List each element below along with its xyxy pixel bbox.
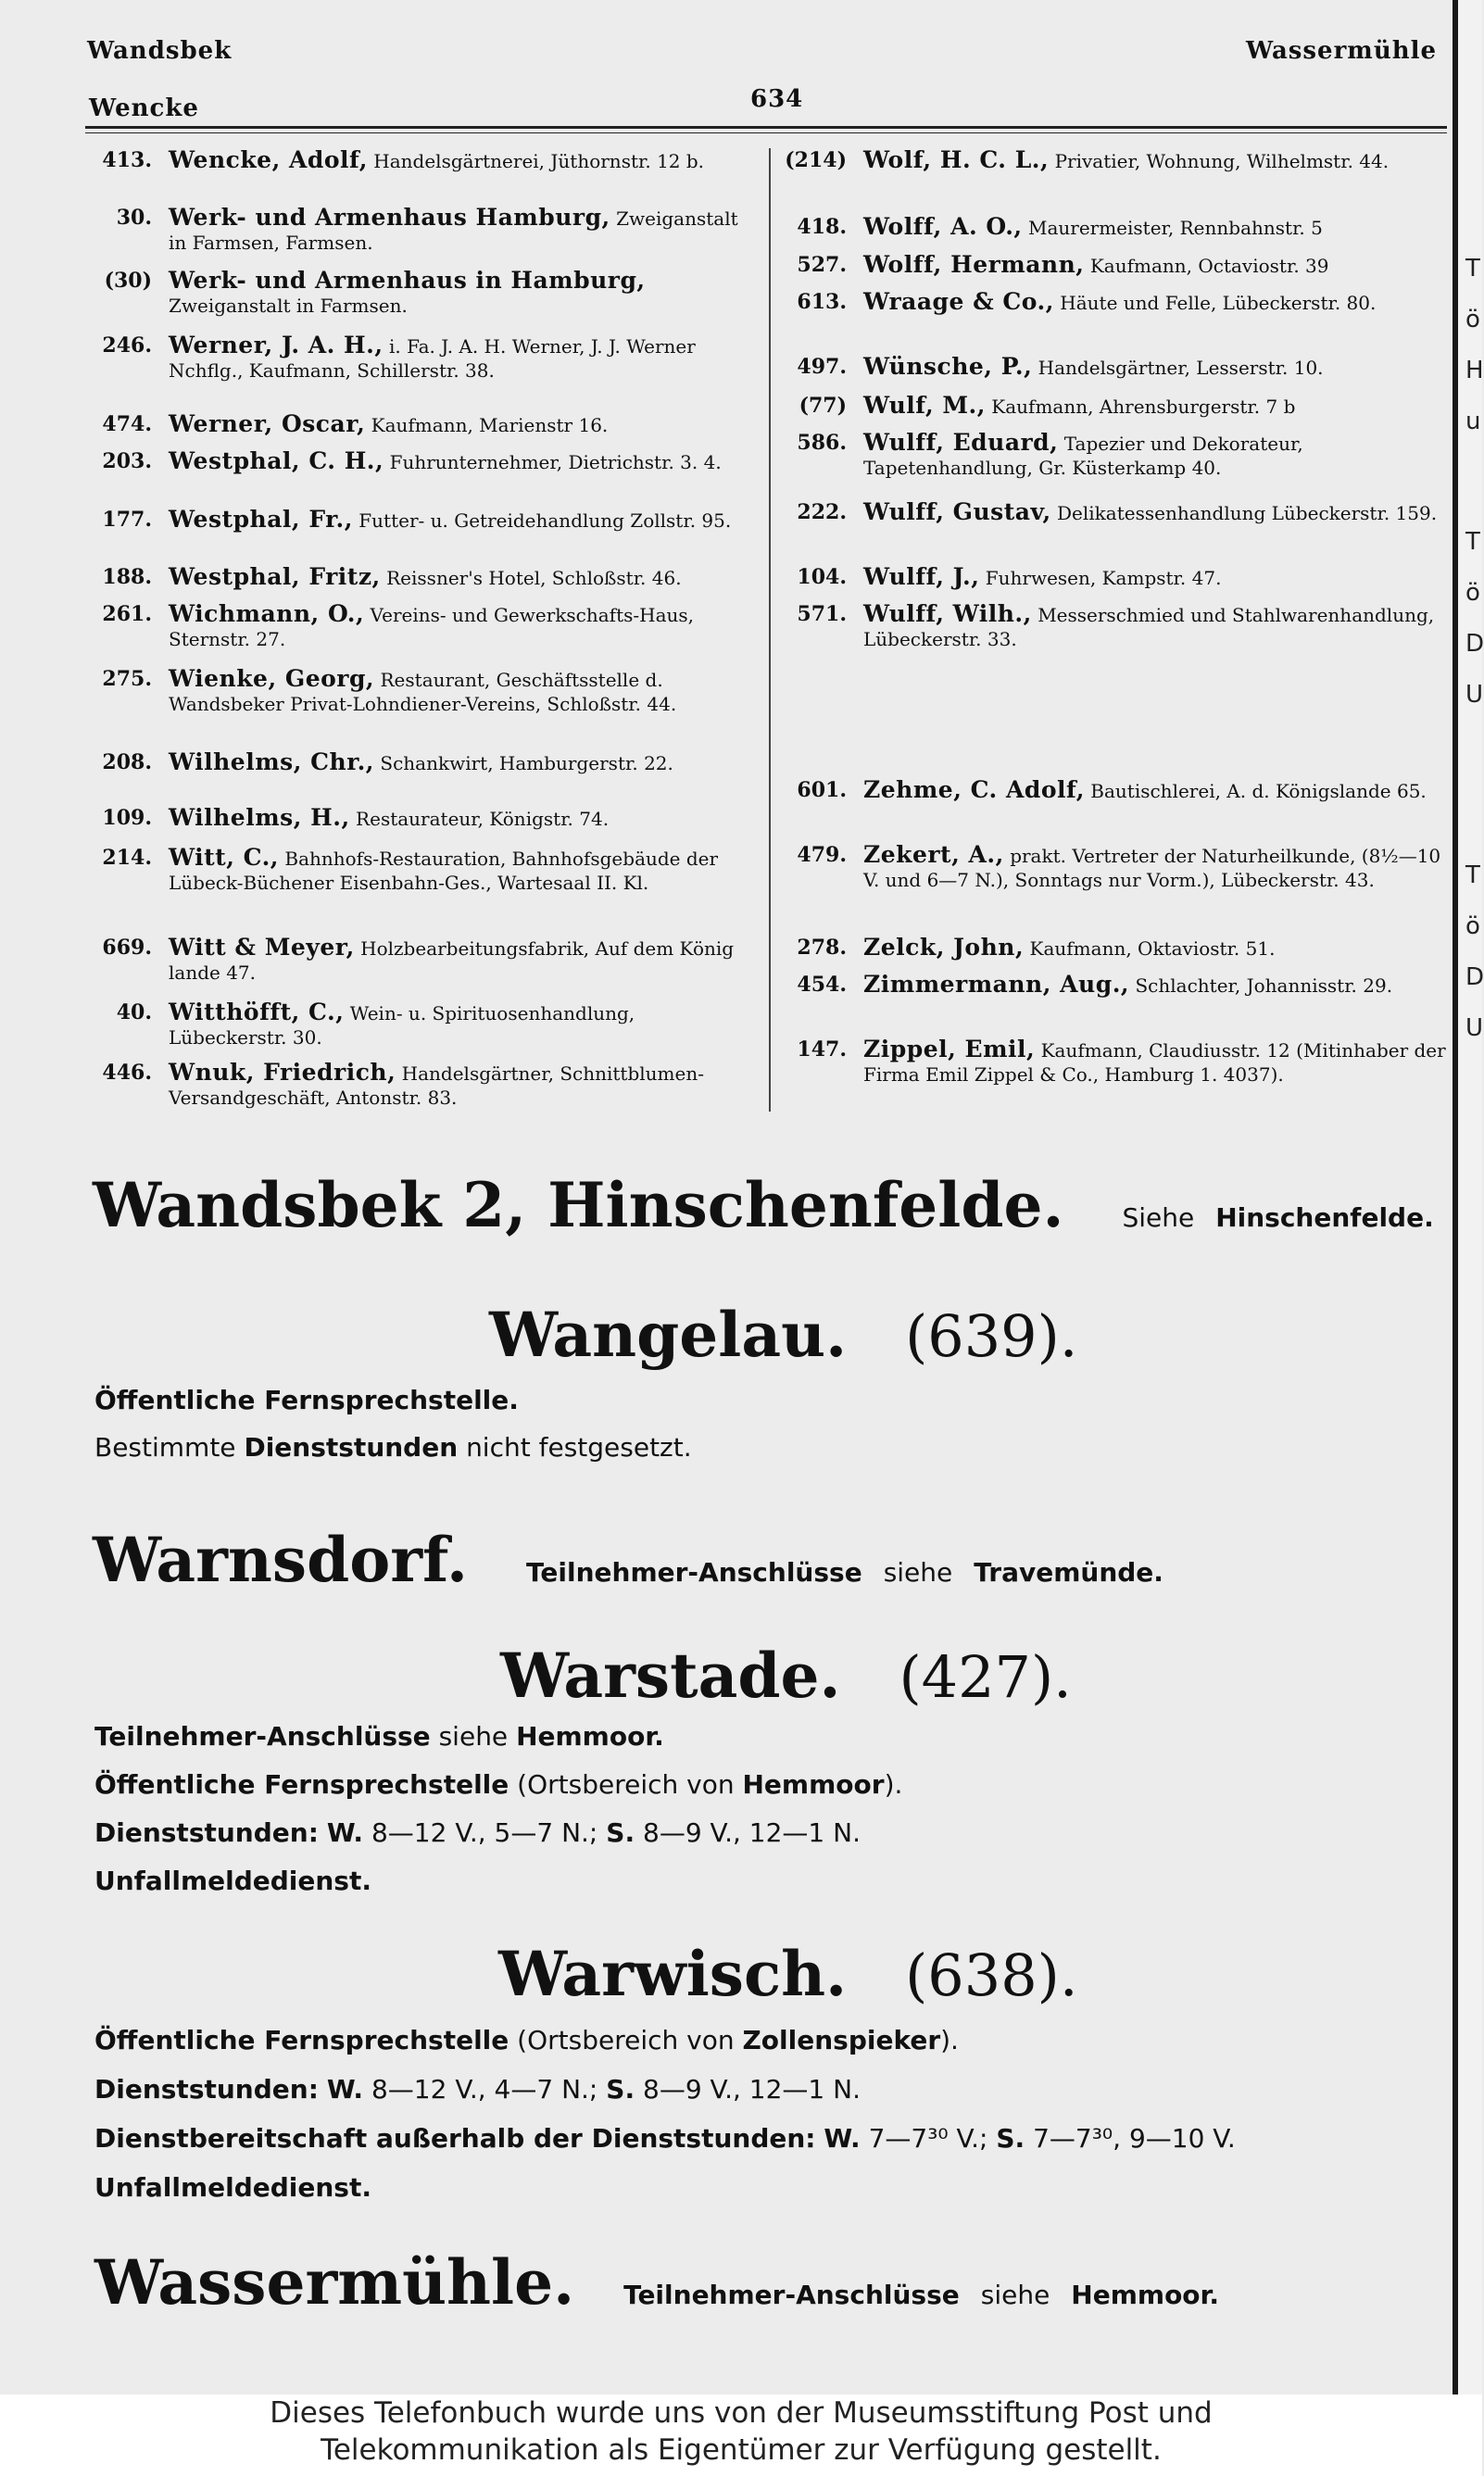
running-head-left-bottom: Wencke (89, 94, 199, 122)
subscriber-number: 30. (116, 206, 152, 230)
section-code: (639). (905, 1302, 1078, 1370)
subscriber-name: Wencke, Adolf, (169, 146, 368, 173)
column-separator (769, 148, 771, 1112)
footer-line-2: Telekommunikation als Eigentümer zur Verfügung gestellt. (321, 2433, 1162, 2467)
entry-text (169, 508, 731, 533)
directory-entry (85, 508, 757, 533)
section-title: Wandsbek 2, Hinschenfelde. (93, 1169, 1064, 1241)
subscriber-number: 446. (102, 1061, 152, 1085)
subscriber-number: (30) (104, 269, 152, 293)
section-title: Wangelau. (489, 1299, 848, 1371)
subscriber-number: 278. (797, 936, 847, 960)
subscriber-details: Wein- u. Spirituosenhandlung, Lübeckerstr. 30. (169, 1002, 635, 1049)
subscriber-number: 208. (102, 750, 152, 774)
subscriber-name: Wilhelms, Chr., (169, 748, 375, 775)
subscriber-name: Wraage & Co., (863, 288, 1054, 315)
section-siehe: Siehe (1122, 1202, 1195, 1233)
entry-text (863, 602, 1447, 651)
subscriber-number: 418. (797, 215, 847, 239)
subscriber-details: Vereins- und Gewerkschafts-Haus, Sternstr. 27. (169, 604, 694, 650)
subscriber-name: Wulf, M., (863, 392, 986, 419)
subscriber-details: Futter- u. Getreidehandlung Zollstr. 95. (358, 509, 732, 532)
warwisch-line-1: Öffentliche Fernsprechstelle (Ortsbereich von Zollenspieker). (94, 2025, 959, 2055)
subscriber-details: Restaurant, Geschäftsstelle d. Wandsbeker Privat-Lohndiener-Vereins, Schloßstr. 44. (169, 669, 677, 715)
entry-text (863, 565, 1221, 590)
entry-text (169, 269, 757, 318)
subscriber-number: 571. (797, 602, 847, 626)
subscriber-number: 497. (797, 355, 847, 379)
gutter-letter: U (1465, 1014, 1484, 1042)
gutter-letter: ö (1465, 912, 1480, 940)
entry-text (863, 148, 1389, 173)
subscriber-details: Fuhrunternehmer, Dietrichstr. 3. 4. (389, 451, 722, 473)
directory-entry (780, 936, 1447, 961)
subscriber-name: Werk- und Armenhaus Hamburg, (169, 204, 610, 231)
subscriber-details: Kaufmann, Octaviostr. 39 (1089, 255, 1329, 277)
subscriber-name: Witt & Meyer, (169, 934, 355, 961)
entry-text (169, 846, 757, 895)
gutter-letter: T (1465, 861, 1480, 889)
subscriber-details: Handelsgärtner, Lesserstr. 10. (1038, 357, 1324, 379)
entry-text (169, 667, 757, 716)
subscriber-name: Wolf, H. C. L., (863, 146, 1050, 173)
subscriber-details: Messerschmied und Stahlwarenhandlung, Lübeckerstr. 33. (863, 604, 1435, 650)
subscriber-details: Restaurateur, Königstr. 74. (356, 808, 610, 830)
gutter-letter: T (1465, 255, 1480, 283)
subscriber-number: 527. (797, 253, 847, 277)
subscriber-name: Wulff, Gustav, (863, 498, 1051, 525)
subscriber-details: Zweiganstalt in Farmsen, Farmsen. (169, 207, 738, 254)
directory-entry (85, 936, 757, 985)
directory-entry (85, 148, 757, 173)
subscriber-details: Bautischlerei, A. d. Königslande 65. (1090, 780, 1427, 802)
directory-entry (780, 215, 1447, 240)
subscriber-details: Handelsgärtner, Schnittblumen-Versandgeschäft, Antonstr. 83. (169, 1062, 704, 1109)
directory-entry (780, 148, 1447, 173)
entry-text (169, 449, 722, 474)
directory-entry (780, 602, 1447, 651)
subscriber-name: Wulff, Eduard, (863, 429, 1059, 456)
subscriber-details: Privatier, Wohnung, Wilhelmstr. 44. (1054, 150, 1390, 172)
subscriber-name: Wulff, Wilh., (863, 600, 1032, 627)
entry-text (863, 1037, 1447, 1087)
warstade-line-3: Dienststunden: W. 8—12 V., 5—7 N.; S. 8—9 V., 12—1 N. (94, 1817, 861, 1848)
subscriber-name: Zelck, John, (863, 934, 1025, 961)
subscriber-number: 188. (102, 565, 152, 589)
subscriber-number: 669. (102, 936, 152, 960)
section-warnsdorf: Warnsdorf. Teilnehmer-Anschlüsse siehe Travemünde. (93, 1524, 1163, 1596)
warwisch-line-2: Dienststunden: W. 8—12 V., 4—7 N.; S. 8—9 V., 12—1 N. (94, 2074, 861, 2105)
subscriber-details: Maurermeister, Rennbahnstr. 5 (1027, 217, 1323, 239)
subscriber-name: Westphal, Fritz, (169, 563, 381, 590)
subscriber-number: 586. (797, 431, 847, 455)
subscriber-number: 40. (116, 1000, 152, 1024)
entry-text (863, 936, 1275, 961)
subscriber-name: Werk- und Armenhaus in Hamburg, (169, 267, 646, 294)
page-gutter (1453, 0, 1482, 2394)
entry-text (169, 750, 673, 775)
subscriber-details: Kaufmann, Marienstr 16. (371, 414, 609, 436)
directory-entry (780, 431, 1447, 480)
subscriber-details: Bahnhofs-Restauration, Bahnhofsgebäude der Lübeck-Büchener Eisenbahn-Ges., Wartesaal II. Kl. (169, 848, 719, 894)
section-code: (427). (899, 1643, 1072, 1711)
subscriber-number: 109. (102, 806, 152, 830)
subscriber-number: 203. (102, 449, 152, 473)
entry-text (169, 1000, 757, 1049)
subscriber-name: Wolff, Hermann, (863, 251, 1085, 278)
entry-text (169, 206, 757, 255)
subscriber-number: 104. (797, 565, 847, 589)
subscriber-details: Delikatessenhandlung Lübeckerstr. 159. (1057, 502, 1438, 524)
section-warwisch-heading (498, 1938, 1078, 2010)
gutter-letter: u (1465, 408, 1481, 435)
subscriber-name: Witt, C., (169, 844, 280, 871)
directory-entry (85, 602, 757, 651)
subscriber-number: 474. (102, 412, 152, 436)
subscriber-details: Fuhrwesen, Kampstr. 47. (985, 567, 1222, 589)
gutter-letter: T (1465, 528, 1480, 556)
subscriber-number: 275. (102, 667, 152, 691)
subscriber-details: Kaufmann, Ahrensburgerstr. 7 b (991, 396, 1296, 418)
gutter-letter: D (1465, 630, 1484, 658)
directory-entry (780, 843, 1447, 892)
subscriber-details: i. Fa. J. A. H. Werner, J. J. Werner Nchflg., Kaufmann, Schillerstr. 38. (169, 335, 696, 382)
running-head-right: Wassermühle (1246, 37, 1438, 65)
entry-text (169, 412, 608, 437)
subscriber-details: Schlachter, Johannisstr. 29. (1135, 974, 1393, 997)
subscriber-name: Westphal, Fr., (169, 506, 353, 533)
subscriber-details: Schankwirt, Hamburgerstr. 22. (380, 752, 673, 774)
directory-entry (85, 750, 757, 775)
subscriber-details: Kaufmann, Claudiusstr. 12 (Mitinhaber der Firma Emil Zippel & Co., Hamburg 1. 4037). (863, 1039, 1446, 1086)
subscriber-name: Zippel, Emil, (863, 1036, 1036, 1062)
subscriber-name: Westphal, C. H., (169, 447, 384, 474)
gutter-letter: ö (1465, 579, 1480, 607)
subscriber-name: Zekert, A., (863, 841, 1004, 868)
directory-entry (85, 806, 757, 831)
subscriber-number: 261. (102, 602, 152, 626)
section-code: (638). (905, 1942, 1078, 2009)
subscriber-name: Zimmermann, Aug., (863, 971, 1130, 998)
section-ref: Hinschenfelde. (1215, 1202, 1434, 1233)
directory-entry (85, 206, 757, 255)
section-title: Warstade. (500, 1640, 841, 1712)
header-rule-thin (85, 132, 1447, 133)
footer-line-1: Dieses Telefonbuch wurde uns von der Museumsstiftung Post und (270, 2396, 1213, 2430)
subscriber-details: Reissner's Hotel, Schloßstr. 46. (386, 567, 682, 589)
entry-text (169, 806, 609, 831)
subscriber-name: Wichmann, O., (169, 600, 365, 627)
directory-entry (780, 355, 1447, 380)
warstade-line-4: Unfallmeldedienst. (94, 1866, 371, 1896)
subscriber-details: Häute und Felle, Lübeckerstr. 80. (1060, 292, 1377, 314)
subscriber-name: Wienke, Georg, (169, 665, 375, 692)
subscriber-number: 177. (102, 508, 152, 532)
subscriber-name: Wilhelms, H., (169, 804, 350, 831)
gutter-letter: ö (1465, 306, 1480, 333)
directory-entry (780, 253, 1447, 278)
entry-text (169, 333, 757, 383)
subscriber-name: Zehme, C. Adolf, (863, 776, 1085, 803)
entry-text (863, 843, 1447, 892)
subscriber-name: Wnuk, Friedrich, (169, 1059, 396, 1086)
entry-text (169, 1061, 757, 1110)
entry-text (863, 431, 1447, 480)
directory-entry (85, 1061, 757, 1110)
subscriber-number: 601. (797, 778, 847, 802)
gutter-letter: H (1465, 357, 1484, 384)
directory-entry (85, 846, 757, 895)
section-title: Warwisch. (498, 1938, 848, 2010)
entry-text (863, 778, 1427, 803)
entry-text (863, 500, 1437, 525)
section-title: Warnsdorf. (93, 1524, 469, 1596)
header-rule (85, 126, 1447, 129)
directory-entry (85, 1000, 757, 1049)
directory-entry (780, 1037, 1447, 1087)
directory-entry (85, 565, 757, 590)
subscriber-details: Handelsgärtnerei, Jüthornstr. 12 b. (373, 150, 705, 172)
entry-text (169, 936, 757, 985)
subscriber-name: Werner, J. A. H., (169, 332, 384, 358)
page-number: 634 (750, 85, 804, 113)
subscriber-details: Holzbearbeitungsfabrik, Auf dem König lande 47. (169, 937, 735, 984)
directory-entry (780, 973, 1447, 998)
entry-text (863, 394, 1295, 419)
subscriber-number: 613. (797, 290, 847, 314)
directory-entry (780, 778, 1447, 803)
subscriber-details: prakt. Vertreter der Naturheilkunde, (8½—10 V. und 6—7 N.), Sonntags nur Vorm.), Lübeckerstr. 43. (863, 845, 1441, 891)
entry-text (863, 973, 1392, 998)
warwisch-line-4: Unfallmeldedienst. (94, 2172, 371, 2203)
gutter-letter: U (1465, 681, 1484, 709)
section-warstade-heading (500, 1640, 1072, 1712)
wangelau-line-2: Bestimmte Dienststunden nicht festgesetzt. (94, 1432, 692, 1463)
subscriber-number: (77) (799, 394, 847, 418)
directory-entry (85, 269, 757, 318)
entry-text (863, 215, 1323, 240)
directory-entry (780, 394, 1447, 419)
subscriber-name: Werner, Oscar, (169, 410, 366, 437)
subscriber-number: 147. (797, 1037, 847, 1062)
directory-entry (85, 412, 757, 437)
entry-text (169, 148, 704, 173)
running-head-left-top: Wandsbek (87, 37, 233, 65)
entry-text (169, 602, 757, 651)
subscriber-number: (214) (785, 148, 847, 172)
subscriber-name: Witthöfft, C., (169, 999, 345, 1025)
directory-entry (85, 667, 757, 716)
gutter-letter: D (1465, 963, 1484, 991)
warstade-line-2: Öffentliche Fernsprechstelle (Ortsbereich von Hemmoor). (94, 1769, 903, 1800)
entry-text (169, 565, 682, 590)
subscriber-name: Wünsche, P., (863, 353, 1033, 380)
subscriber-name: Wolff, A. O., (863, 213, 1023, 240)
entry-text (863, 355, 1324, 380)
footer-note (0, 2394, 1482, 2476)
warwisch-line-3: Dienstbereitschaft außerhalb der Dienststunden: W. 7—7³⁰ V.; S. 7—7³⁰, 9—10 V. (94, 2123, 1236, 2154)
section-wangelau-heading (489, 1299, 1078, 1371)
section-hinschenfelde (93, 1169, 1434, 1241)
subscriber-number: 214. (102, 846, 152, 870)
directory-entry (780, 290, 1447, 315)
directory-entry (780, 565, 1447, 590)
subscriber-number: 479. (797, 843, 847, 867)
subscriber-number: 246. (102, 333, 152, 358)
entry-text (863, 290, 1376, 315)
subscriber-details: Zweiganstalt in Farmsen. (169, 295, 408, 317)
entry-text (863, 253, 1328, 278)
subscriber-number: 222. (797, 500, 847, 524)
section-title: Wassermühle. (94, 2246, 575, 2319)
wangelau-line-1: Öffentliche Fernsprechstelle. (94, 1385, 519, 1415)
subscriber-details: Kaufmann, Oktaviostr. 51. (1029, 937, 1276, 960)
directory-entry (85, 333, 757, 383)
subscriber-name: Wulff, J., (863, 563, 980, 590)
directory-entry (85, 449, 757, 474)
gutter-edge (1453, 0, 1458, 2394)
subscriber-details: Tapezier und Dekorateur, Tapetenhandlung, Gr. Küsterkamp 40. (863, 433, 1303, 479)
subscriber-number: 454. (797, 973, 847, 997)
warstade-line-1: Teilnehmer-Anschlüsse siehe Hemmoor. (94, 1721, 664, 1752)
section-wassermuehle: Wassermühle. Teilnehmer-Anschlüsse siehe Hemmoor. (94, 2246, 1219, 2319)
directory-entry (780, 500, 1447, 525)
subscriber-number: 413. (102, 148, 152, 172)
